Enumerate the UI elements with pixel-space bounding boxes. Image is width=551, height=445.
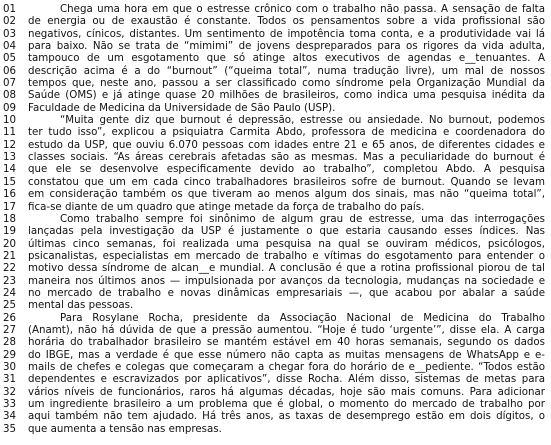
- line-text: fica-se diante de um quadro que atinge metade da força de trabalho do país.: [28, 200, 425, 213]
- line-text: para baixo. Não se trata de “mimimi” de jovens despreparados para os rigores da vida adulta,: [28, 40, 545, 53]
- line-text: “Muita gente diz que burnout é depressão, estresse ou ansiedade. No burnout, podemos: [60, 114, 545, 127]
- line-number: 20: [3, 237, 17, 250]
- line-number: 29: [3, 348, 17, 361]
- text-line: [0, 410, 551, 422]
- line-number: 22: [3, 262, 17, 275]
- text-line: [0, 163, 551, 175]
- line-number: 15: [3, 175, 17, 188]
- line-number: 07: [3, 77, 17, 90]
- text-line: [0, 126, 551, 138]
- line-number: 31: [3, 373, 17, 386]
- text-line: [0, 65, 551, 77]
- line-text: que ele se desenvolve especificamente devido ao trabalho”, completou Abdo. A pesquisa: [28, 163, 545, 176]
- line-number: 10: [3, 114, 17, 127]
- text-line: [0, 361, 551, 373]
- text-line: [0, 336, 551, 348]
- text-line: [0, 3, 551, 15]
- text-line: [0, 114, 551, 126]
- line-text: (Anamt), não há dúvida de que a pressão aumentou. “Hoje é tudo ‘urgente’”, disse ela. A carga: [28, 323, 545, 336]
- line-number: 32: [3, 385, 17, 398]
- line-number: 13: [3, 151, 17, 164]
- line-number: 19: [3, 225, 17, 238]
- line-text: Faculdade de Medicina da Universidade de São Paulo (USP).: [28, 101, 336, 114]
- text-line: [0, 77, 551, 89]
- line-number: 17: [3, 200, 17, 213]
- line-text: que aumenta a tensão nas empresas.: [28, 422, 222, 435]
- line-number: 06: [3, 64, 17, 77]
- line-text: de energia ou de exaustão é constante. Todos os pensamentos sobre a vida profissional são: [28, 15, 545, 28]
- line-text: Para Rosylane Rocha, presidente da Associação Nacional de Medicina do Trabalho: [60, 311, 545, 324]
- text-line: [0, 40, 551, 52]
- text-line: [0, 176, 551, 188]
- line-number: 03: [3, 27, 17, 40]
- line-text: motivo dessa síndrome de alcan__e mundial. A conclusão é que a rotina profissional piorou de tal: [28, 262, 545, 275]
- line-number: 09: [3, 101, 17, 114]
- line-number: 26: [3, 311, 17, 324]
- line-number: 24: [3, 286, 17, 299]
- line-number: 30: [3, 360, 17, 373]
- line-number: 11: [3, 126, 17, 139]
- text-line: [0, 349, 551, 361]
- text-line: [0, 238, 551, 250]
- text-line: [0, 213, 551, 225]
- line-text: estudo da USP, que ouviu 6.070 pessoas com idades entre 21 e 65 anos, de diferentes cidades e: [28, 138, 545, 151]
- line-text: Como trabalho sempre foi sinônimo de algum grau de estresse, uma das interrogações: [60, 212, 545, 225]
- line-text: horária do trabalhador brasileiro se mantém estável em 40 horas semanais, segundo os dados: [28, 336, 545, 349]
- text-line: [0, 102, 551, 114]
- line-text: lançadas pela investigação da USP é justamente o que estaria causando esses índices. Nas: [28, 225, 545, 238]
- text-line: [0, 188, 551, 200]
- line-text: classes sociais. “As áreas cerebrais afetadas são as mesmas. Mas a peculiaridade do burnout é: [28, 151, 545, 164]
- line-number: 16: [3, 188, 17, 201]
- text-line: [0, 287, 551, 299]
- line-text: vários níveis de funcionários, raros há algumas décadas, hoje são mais comuns. Para adicionar: [28, 385, 545, 398]
- line-text: constatou que um em cada cinco trabalhadores brasileiros sofre de burnout. Quando se levam: [28, 175, 545, 188]
- text-line: [0, 139, 551, 151]
- line-text: negativos, cínicos, distantes. Um sentimento de impotência toma conta, e a produtividade vai lá: [28, 27, 545, 40]
- line-number: 12: [3, 138, 17, 151]
- line-text: no mercado de trabalho e novas dinâmicas empresariais —, que acabou por abalar a saúde: [28, 286, 545, 299]
- line-text: dependentes e escravizados por aplicativos”, disse Rocha. Além disso, sistemas de metas para: [28, 373, 545, 386]
- text-line: [0, 398, 551, 410]
- text-line: [0, 275, 551, 287]
- line-text: em consideração também os que tiveram ao menos algum dos sinais, mas não “queima total”,: [28, 188, 545, 201]
- line-number: 23: [3, 274, 17, 287]
- line-text: últimas cinco semanas, foi realizada uma pesquisa na qual se ouviram médicos, psicólogos,: [28, 237, 545, 250]
- line-number: 34: [3, 410, 17, 423]
- line-text: ter tudo isso”, explicou a psiquiatra Carmita Abdo, professora de medicina e coordenadora do: [28, 126, 545, 139]
- line-text: aqui também não tem ajudado. Há três anos, as taxas de desemprego estão em dois dígitos, o: [28, 410, 545, 423]
- text-line: [0, 201, 551, 213]
- line-number: 35: [3, 422, 17, 435]
- text-line: [0, 299, 551, 311]
- line-number: 08: [3, 89, 17, 102]
- line-text: mails de chefes e colegas que começaram a chegar fora do horário de e__pediente. “Todos estão: [28, 360, 545, 373]
- text-line: [0, 52, 551, 64]
- line-text: mental das pessoas.: [28, 299, 134, 312]
- line-number: 05: [3, 52, 17, 65]
- line-number: 01: [3, 3, 17, 15]
- line-number: 18: [3, 212, 17, 225]
- line-text: tempos que, neste ano, passou a ser classificado como síndrome pela Organização Mundial da: [28, 77, 545, 90]
- text-line: [0, 324, 551, 336]
- line-number: 21: [3, 249, 17, 262]
- line-text: tampouco de um esgotamento que só atinge altos executivos de agendas e__tenuantes. A: [28, 52, 545, 65]
- text-line: [0, 262, 551, 274]
- line-text: psicanalistas, especialistas em mercado de trabalho e vítimas do esgotamento para entender o: [28, 249, 545, 262]
- line-number: 28: [3, 336, 17, 349]
- line-text: maneira nos últimos anos — impulsionada por avanços da tecnologia, mudanças na sociedade e: [28, 274, 545, 287]
- line-number: 02: [3, 15, 17, 28]
- text-line: [0, 15, 551, 27]
- line-number: 33: [3, 398, 17, 410]
- line-text: um ingrediente brasileiro a um problema que é global, o momento do mercado de trabalho por: [28, 398, 545, 410]
- text-line: [0, 373, 551, 385]
- line-number: 25: [3, 299, 17, 312]
- text-line: [0, 312, 551, 324]
- line-number: 04: [3, 40, 17, 53]
- text-line: [0, 386, 551, 398]
- line-text: Saúde (OMS) e já atinge quase 20 milhões de brasileiros, como indica uma pesquisa inédita da: [28, 89, 545, 102]
- line-number: 14: [3, 163, 17, 176]
- text-line: [0, 151, 551, 163]
- text-line: [0, 225, 551, 237]
- text-line: [0, 89, 551, 101]
- line-number: 27: [3, 323, 17, 336]
- text-line: [0, 423, 551, 435]
- line-text: descrição acima é a do “burnout” (“queima total”, numa tradução livre), um mal de nossos: [28, 64, 545, 77]
- line-text: do IBGE, mas a verdade é que esse número não capta as muitas mensagens de WhatsApp e e-: [28, 348, 545, 361]
- text-line: [0, 28, 551, 40]
- text-line: [0, 250, 551, 262]
- line-text: Chega uma hora em que o estresse crônico com o trabalho não passa. A sensação de falta: [60, 3, 545, 15]
